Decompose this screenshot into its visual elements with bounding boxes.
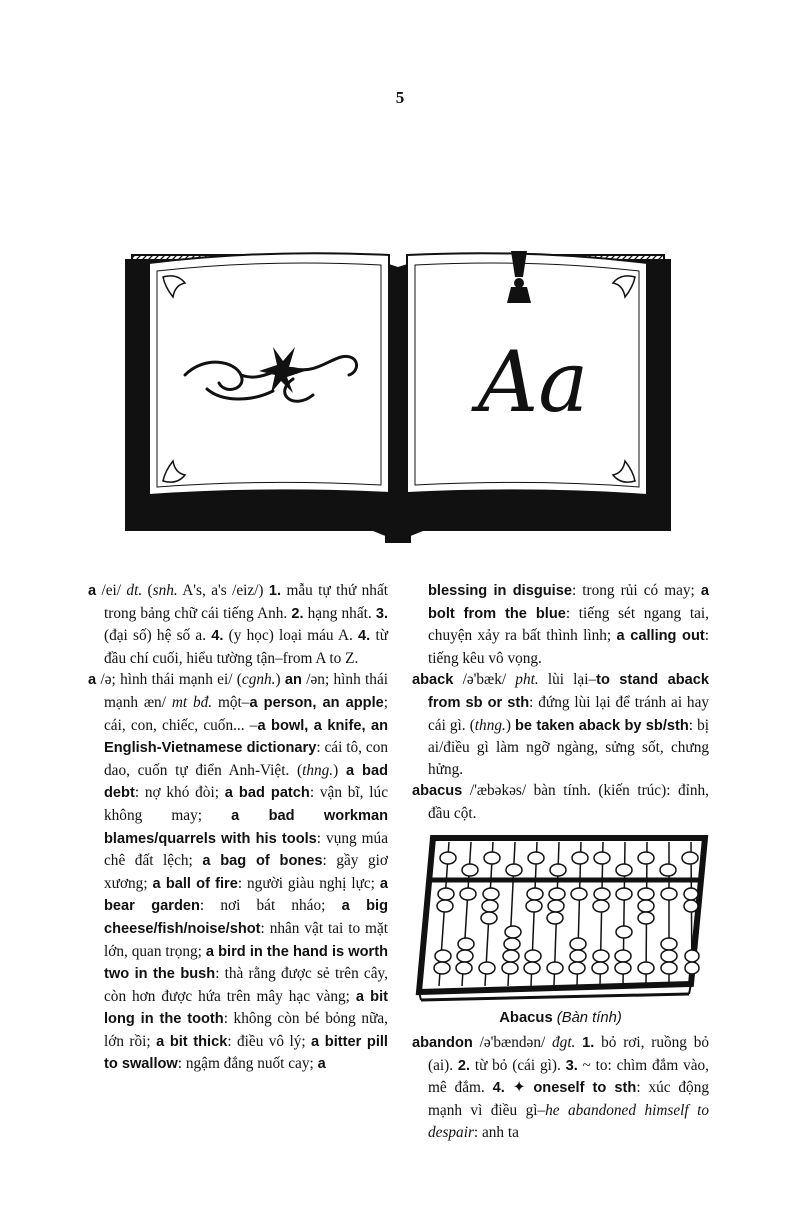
definition: : xúc động mạnh vì điều gì– (428, 1079, 710, 1119)
label: cgnh. (241, 671, 276, 689)
headword: a (88, 672, 97, 689)
definition: bỏ rơi, ruồng bỏ (ai). (428, 1034, 710, 1074)
entry-aback (412, 669, 709, 780)
idiom: to stand aback from sb or sth (428, 672, 709, 711)
pronunciation: /ei/ (96, 582, 127, 599)
headword: abandon (412, 1035, 473, 1052)
chapter-letters: Aa (477, 333, 589, 431)
headword: an (284, 672, 302, 689)
sense-number: 2. (457, 1057, 471, 1074)
idiom: a ball of fire (152, 875, 238, 892)
definition: từ bỏ (cái gì). (470, 1056, 566, 1074)
abacus-illustration (415, 834, 709, 1006)
pronunciation: /ən; hình thái mạnh æn/ (104, 671, 388, 711)
pronunciation: /ə; hình thái mạnh ei/ ( (96, 671, 242, 689)
left-column (88, 580, 388, 1076)
idiom: a bag of bones (202, 853, 323, 870)
definition: : đứng lùi lại để tránh ai hay cái gì. ( (428, 693, 710, 734)
idiom: a bad debt (104, 762, 388, 802)
sense-number: 4. (492, 1080, 505, 1097)
idiom: a bit long in the tooth (104, 988, 388, 1028)
sense-number: 1. (268, 583, 282, 599)
definition: lùi lại– (538, 671, 597, 689)
entry-a-article (88, 669, 388, 1076)
idiom: a calling out (616, 628, 705, 645)
example-phrase: a person, an apple (249, 694, 384, 711)
text: ) (505, 716, 515, 734)
caption-translation: (Bàn tính) (552, 1009, 622, 1026)
headword: a (88, 583, 97, 599)
example-phrase: a bowl, a knife, an English-Vietnamese dictionary (104, 717, 389, 757)
idiom: a big cheese/fish/noise/shot (104, 898, 388, 937)
definition: : điều vô lý; (227, 1032, 312, 1050)
idiom: oneself to sth (533, 1080, 637, 1097)
text: A's, a's /eiz/) (177, 582, 269, 599)
pronunciation: /ə'bændən/ (472, 1034, 553, 1052)
idiom: a bit thick (156, 1033, 228, 1050)
definition: : vụng múa chê đất lệch; (104, 829, 388, 870)
definition: : tiếng kêu vô vọng. (428, 627, 709, 667)
part-of-speech: mt bđ. (171, 693, 213, 711)
idiom: blessing in disguise (428, 583, 572, 599)
idiom: a bad workman blames/quarrels with his tools (104, 807, 388, 847)
definition: : cái tô, con dao, cuốn tự điển Anh-Việt. ( (104, 739, 388, 779)
sense-number: 4. (211, 628, 224, 645)
definition: : trong rủi có may; (571, 582, 701, 599)
sense-number: 4. (358, 628, 371, 645)
definition: : người giàu nghị lực; (237, 874, 380, 892)
pronunciation: /ə'bæk/ (453, 671, 516, 689)
definition: (y học) loại máu A. (223, 627, 359, 645)
text: ) (275, 671, 285, 689)
definition: mẫu tự thứ nhất trong bảng chữ cái tiếng Anh. (104, 582, 388, 622)
caption-title: Abacus (499, 1009, 553, 1026)
text: ) (333, 761, 346, 779)
part-of-speech: pht. (515, 671, 539, 689)
label: thng. (474, 716, 506, 734)
example-sentence: he abandoned himself to despair (428, 1101, 709, 1141)
entry-continuation (412, 580, 709, 669)
part-of-speech: dt. (126, 582, 143, 599)
definition: : ngậm đắng nuốt cay; (177, 1055, 318, 1073)
definition: : nợ khó đòi; (134, 784, 225, 802)
definition: một– (212, 693, 250, 711)
entry-a-letter (88, 580, 388, 669)
idiom: a bird in the hand is worth two in the bush (104, 943, 389, 983)
headword: aback (412, 672, 454, 689)
idiom: a bitter pill to swallow (104, 1033, 388, 1073)
definition: từ đầu chí cuối, hiểu tường tận–from A to Z. (104, 627, 388, 667)
definition: : nhân vật tai to mặt lớn, quan trọng; (104, 919, 388, 960)
definition: : vận bĩ, lúc không may; (104, 784, 388, 824)
definition: : bị ai/điều gì làm ngỡ ngàng, sửng sốt, chưng hửng. (428, 716, 709, 778)
idiom: a (317, 1056, 326, 1073)
idiom: a bolt from the blue (428, 583, 709, 622)
sense-number: 3. (375, 605, 389, 622)
definition: : thà rằng được sẻ trên cây, còn hơn được hứa trên mây hạc vàng; (104, 965, 388, 1005)
translation: : anh ta (473, 1123, 519, 1141)
definition: /'æbəkəs/ bàn tính. (kiến trúc): đỉnh, đầu cột. (428, 782, 709, 822)
definition: ~ to: chìm đắm vào, mê đắm. (428, 1056, 709, 1097)
definition: : không còn bé bỏng nữa, lớn rồi; (104, 1010, 388, 1050)
page-number: 5 (395, 88, 405, 107)
definition: : nơi bát nháo; (199, 897, 342, 915)
text: ✦ (504, 1079, 534, 1097)
open-book-illustration (123, 243, 673, 553)
definition: ; cái, con, chiếc, cuốn... – (104, 693, 388, 734)
right-column (412, 580, 709, 1143)
definition: : tiếng sét ngang tai, chuyện xảy ra bất thình lình; (428, 604, 709, 645)
label: snh. (152, 582, 178, 599)
figure-caption (412, 1008, 709, 1030)
part-of-speech: đgt. (552, 1034, 576, 1052)
text: ( (142, 582, 153, 599)
sense-number: 2. (291, 605, 304, 622)
label: thng. (302, 761, 334, 779)
sense-number: 3. (565, 1057, 578, 1074)
sense-number: 1. (582, 1035, 595, 1052)
definition: : gầy giơ xương; (104, 852, 388, 892)
idiom: be taken aback by sb/sth (515, 717, 689, 734)
headword: abacus (412, 783, 463, 800)
idiom: a bad patch (224, 785, 310, 802)
definition: hạng nhất. (303, 604, 376, 622)
entry-abandon (412, 1032, 709, 1143)
idiom: a bear garden (104, 875, 388, 915)
entry-abacus (412, 780, 709, 824)
definition: (đại số) hệ số a. (104, 627, 212, 645)
